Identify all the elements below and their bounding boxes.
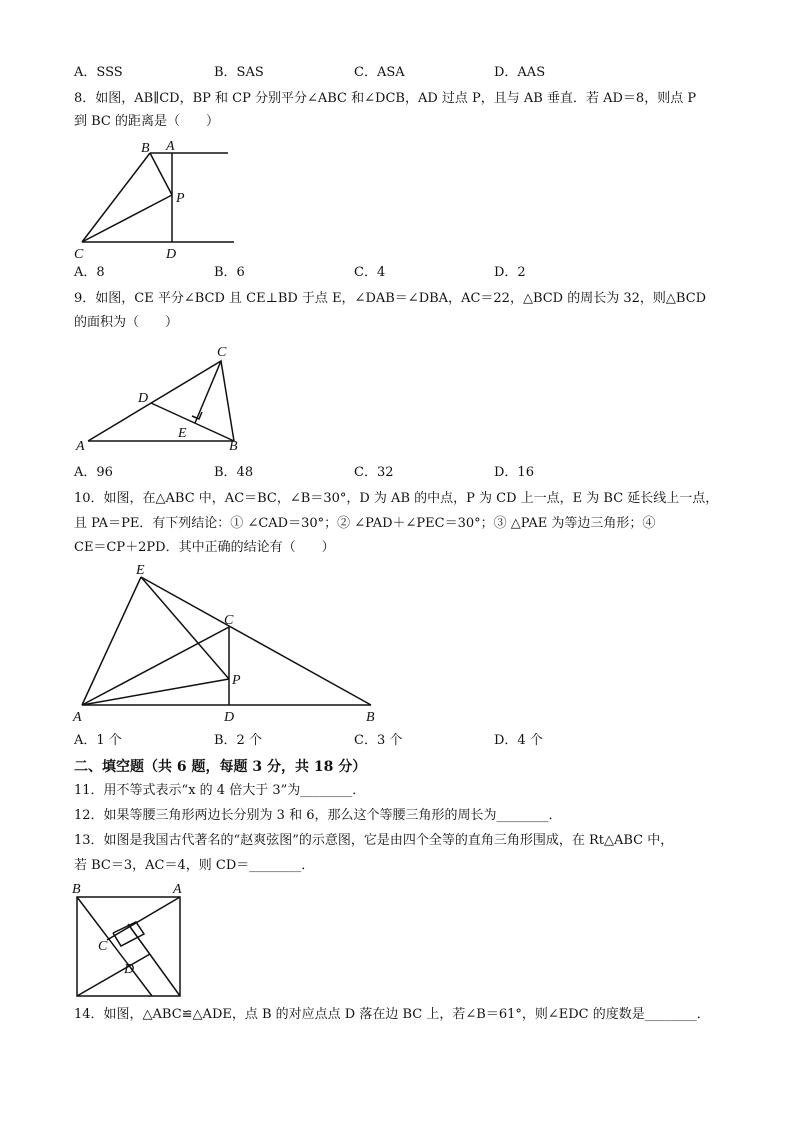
q10-label-p: P bbox=[232, 673, 241, 688]
q10-label-e: E bbox=[136, 563, 145, 578]
q11-stem: 11．用不等式表示“x 的 4 倍大于 3”为________． bbox=[74, 783, 366, 798]
q8-label-a: A bbox=[166, 139, 175, 154]
q8-label-b: B bbox=[141, 141, 150, 156]
q13-outer-square bbox=[77, 897, 180, 996]
q10-stem-line3: CE＝CP＋2PD．其中正确的结论有（ ） bbox=[74, 540, 335, 555]
q9-option-b: B．48 bbox=[214, 465, 254, 480]
q10-stem-line2: 且 PA＝PE．有下列结论：① ∠CAD＝30°；② ∠PAD＋∠PEC＝30°；③ △PAE 为等边三角形；④ bbox=[74, 516, 656, 531]
q7-option-c: C．ASA bbox=[354, 65, 405, 80]
q9-label-d: D bbox=[138, 391, 149, 406]
q8-option-c: C．4 bbox=[354, 265, 386, 280]
q10-label-b: B bbox=[366, 710, 375, 725]
q10-option-a: A．1 个 bbox=[74, 733, 122, 748]
q9-label-b: B bbox=[229, 439, 238, 454]
q9-label-a: A bbox=[76, 439, 85, 454]
q12-stem: 12．如果等腰三角形两边长分别为 3 和 6，那么这个等腰三角形的周长为________． bbox=[74, 808, 562, 823]
q8-option-b: B．6 bbox=[214, 265, 245, 280]
q10-stem-line1: 10．如图，在△ABC 中，AC＝BC，∠B＝30°，D 为 AB 的中点，P 为 CD 上一点，E 为 BC 延长线上一点， bbox=[74, 491, 719, 506]
q8-stem-line2: 到 BC 的距离是（ ） bbox=[74, 114, 220, 129]
q13-label-a: A bbox=[173, 882, 182, 897]
q9-label-c: C bbox=[217, 345, 227, 360]
section-title-fill-in: 二、填空题（共 6 题，每题 3 分，共 18 分） bbox=[74, 759, 367, 775]
q13-line-1 bbox=[77, 897, 152, 996]
q9-option-d: D．16 bbox=[494, 465, 534, 480]
q9-stem-line2: 的面积为（ ） bbox=[74, 315, 179, 330]
q10-option-c: C．3 个 bbox=[354, 733, 403, 748]
q13-label-b: B bbox=[72, 882, 81, 897]
q13-label-d: D bbox=[124, 962, 135, 977]
q10-label-c: C bbox=[224, 613, 234, 628]
q13-stem-line2: 若 BC＝3，AC＝4，则 CD＝________． bbox=[74, 858, 315, 873]
q8-label-p: P bbox=[176, 191, 185, 206]
q8-label-d: D bbox=[166, 247, 177, 262]
q14-stem: 14．如图，△ABC≌△ADE，点 B 的对应点点 D 落在边 BC 上，若∠B＝61°，则∠EDC 的度数是________． bbox=[74, 1007, 710, 1022]
q10-label-d: D bbox=[224, 710, 235, 725]
q8-option-a: A．8 bbox=[74, 265, 105, 280]
q9-label-e: E bbox=[178, 426, 187, 441]
q13-line-3 bbox=[128, 924, 180, 996]
q10-option-b: B．2 个 bbox=[214, 733, 262, 748]
q13-stem-line1: 13．如图是我国古代著名的“赵爽弦图”的示意图，它是由四个全等的直角三角形围成，在 Rt△ABC 中， bbox=[74, 833, 674, 848]
q9-stem-line1: 9．如图，CE 平分∠BCD 且 CE⊥BD 于点 E，∠DAB＝∠DBA，AC＝22，△BCD 的周长为 32，则△BCD bbox=[74, 291, 707, 306]
q8-option-d: D．2 bbox=[494, 265, 526, 280]
q10-label-a: A bbox=[73, 710, 82, 725]
q13-line-4 bbox=[77, 954, 150, 996]
q9-option-c: C．32 bbox=[354, 465, 394, 480]
q13-label-c: C bbox=[98, 939, 108, 954]
q7-option-d: D．AAS bbox=[494, 65, 546, 80]
q8-label-c: C bbox=[74, 247, 84, 262]
q8-stem-line1: 8．如图，AB∥CD，BP 和 CP 分别平分∠ABC 和∠DCB，AD 过点 P，且与 AB 垂直．若 AD＝8，则点 P bbox=[74, 91, 697, 106]
q10-option-d: D．4 个 bbox=[494, 733, 543, 748]
q7-option-a: A．SSS bbox=[74, 65, 123, 80]
q9-option-a: A．96 bbox=[74, 465, 113, 480]
q7-option-b: B．SAS bbox=[214, 65, 264, 80]
